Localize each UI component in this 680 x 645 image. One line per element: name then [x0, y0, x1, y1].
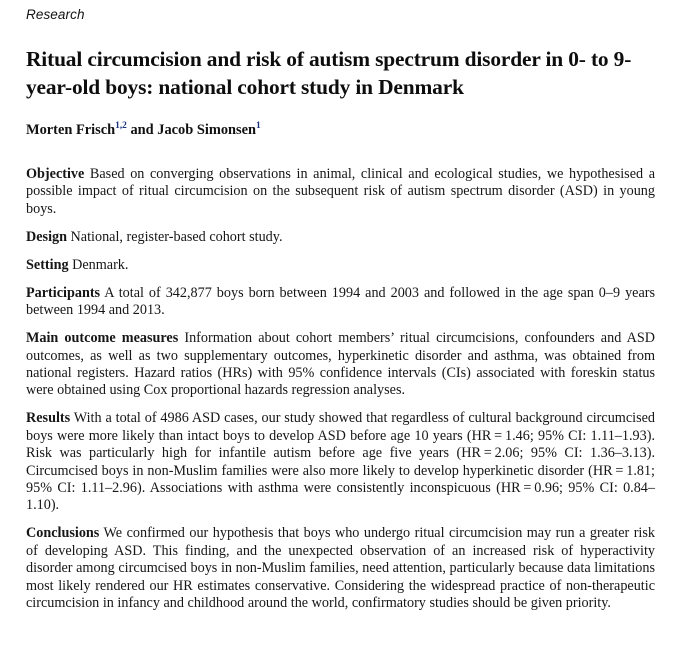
abstract-section-conclusions	[26, 525, 655, 612]
abstract-label-setting: Setting	[26, 256, 69, 273]
abstract-section-results	[26, 410, 655, 514]
page-title: Ritual circumcision and risk of autism spectrum disorder in 0- to 9-year-old boys: national cohort study in Denmark	[26, 47, 632, 100]
section-kicker: Research	[26, 7, 85, 22]
author-first	[26, 122, 127, 138]
abstract-text-objective: Based on converging observations in animal, clinical and ecological studies, we hypothesised a possible impact of ritual circumcision on the subsequent risk of autism spectrum disorder (ASD) in young boys.	[26, 166, 655, 217]
abstract-text-main-outcome-measures: Information about cohort members’ ritual circumcisions, confounders and ASD outcomes, as well as two supplementary outcomes, hyperkinetic disorder and asthma, was obtained from national registers. Hazard ratios (HRs) with 95% confidence intervals (CIs) associated with foreskin status were obtained using Cox proportional hazards regression analyses.	[26, 330, 656, 399]
author-conjunction: and	[126, 122, 158, 138]
abstract-section-design	[26, 229, 655, 246]
abstract-text-results: With a total of 4986 ASD cases, our study showed that regardless of cultural background circumcised boys were more likely than intact boys to develop ASD before age 10 years (HR = 1.46; 95% CI: 1.11–1.93). Risk was particularly high for infantile autism before age five years (HR = 2.06; 95% CI: 1.36–3.13). Circumcised boys in non-Muslim families were also more likely to develop hyperkinetic disorder (HR = 1.81; 95% CI: 1.11–2.96). Associations with asthma were consistently inconspicuous (HR = 0.96; 95% CI: 0.84–1.10).	[26, 410, 655, 514]
abstract-section-setting	[26, 257, 655, 274]
abstract-label-design: Design	[26, 228, 67, 245]
abstract-label-participants: Participants	[26, 284, 101, 301]
author-second-name: Jacob Simonsen	[157, 122, 257, 138]
abstract-text-design: National, register-based cohort study.	[67, 228, 283, 245]
abstract-label-results: Results	[26, 410, 71, 427]
abstract-label-objective: Objective	[26, 166, 85, 182]
author-line	[26, 121, 654, 139]
author-second	[157, 122, 260, 138]
abstract-label-main-outcome-measures: Main outcome measures	[26, 330, 179, 347]
abstract-text-conclusions: We confirmed our hypothesis that boys who undergo ritual circumcision may run a greater risk of developing ASD. This finding, and the unexpected observation of an increased risk of hyperactivity disorder among circumcised boys in non-Muslim families, need attention, particularly because data limitations most likely rendered our HR estimates conservative. Considering the widespread practice of non-therapeutic circumcision in infancy and childhood around the world, confirmatory studies should be given priority.	[26, 525, 655, 612]
abstract-section-main-outcome-measures	[26, 330, 655, 400]
author-second-affiliation: 1	[256, 121, 261, 132]
author-first-name: Morten Frisch	[26, 122, 116, 138]
abstract-text-participants: A total of 342,877 boys born between 1994 and 2003 and followed in the age span 0–9 years between 1994 and 2013.	[26, 284, 655, 319]
abstract-text-setting: Denmark.	[68, 256, 129, 273]
abstract-section-objective	[26, 166, 655, 218]
author-first-affiliation: 1,2	[115, 121, 127, 132]
abstract-label-conclusions: Conclusions	[26, 525, 100, 542]
abstract-body	[26, 166, 655, 613]
abstract-section-participants	[26, 285, 655, 320]
